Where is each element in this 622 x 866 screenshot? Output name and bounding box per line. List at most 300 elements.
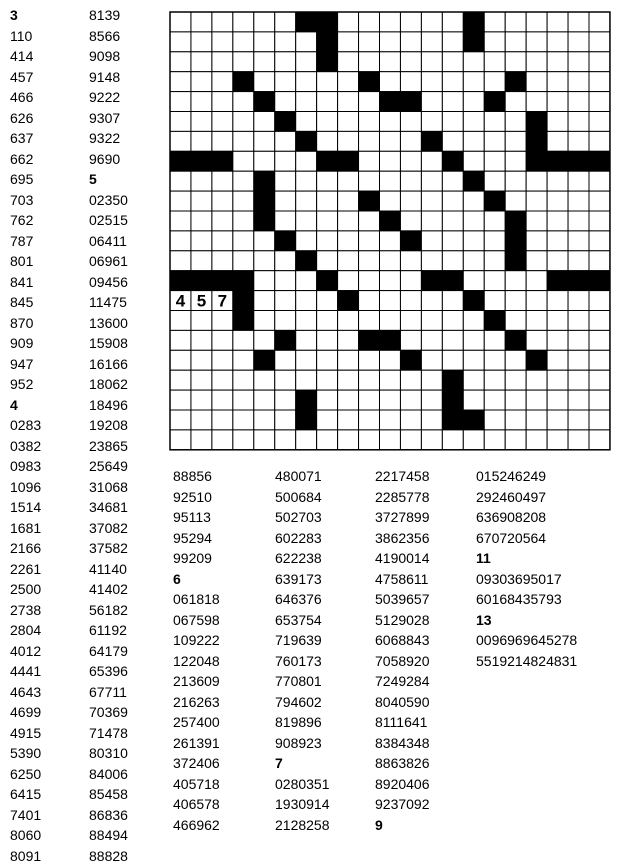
grid-cell[interactable] — [547, 12, 568, 32]
grid-cell[interactable] — [463, 211, 484, 231]
number-entry[interactable]: 819896 — [275, 712, 330, 733]
grid-cell[interactable] — [547, 430, 568, 450]
grid-cell[interactable] — [400, 430, 421, 450]
grid-cell[interactable] — [400, 291, 421, 311]
grid-cell[interactable] — [421, 191, 442, 211]
grid-cell[interactable] — [275, 410, 296, 430]
grid-cell[interactable] — [275, 430, 296, 450]
number-entry[interactable]: 794602 — [275, 692, 330, 713]
grid-cell[interactable] — [254, 12, 275, 32]
number-entry[interactable]: 95294 — [173, 528, 220, 549]
grid-cell[interactable] — [275, 311, 296, 331]
grid-cell[interactable] — [442, 251, 463, 271]
number-entry[interactable]: 2804 — [10, 620, 41, 641]
number-entry[interactable]: 602283 — [275, 528, 330, 549]
number-entry[interactable]: 65396 — [89, 661, 128, 682]
number-entry[interactable]: 2261 — [10, 559, 41, 580]
grid-cell[interactable] — [484, 151, 505, 171]
grid-cell[interactable] — [505, 271, 526, 291]
number-entry[interactable]: 60168435793 — [476, 589, 577, 610]
grid-cell[interactable] — [526, 211, 547, 231]
number-entry[interactable]: 122048 — [173, 651, 220, 672]
grid-cell[interactable] — [170, 191, 191, 211]
grid-cell[interactable] — [400, 131, 421, 151]
grid-cell[interactable] — [547, 291, 568, 311]
grid-cell[interactable] — [484, 291, 505, 311]
grid-cell[interactable] — [338, 231, 359, 251]
number-entry[interactable]: 406578 — [173, 794, 220, 815]
number-entry[interactable]: 88828 — [89, 846, 128, 866]
grid-cell[interactable] — [191, 231, 212, 251]
grid-cell[interactable] — [589, 12, 610, 32]
number-entry[interactable]: 0280351 — [275, 774, 330, 795]
grid-cell[interactable] — [421, 92, 442, 112]
grid-cell[interactable] — [547, 72, 568, 92]
number-entry[interactable]: 86836 — [89, 805, 128, 826]
grid-cell[interactable] — [233, 171, 254, 191]
number-entry[interactable]: 2128258 — [275, 815, 330, 836]
grid-cell[interactable] — [568, 72, 589, 92]
grid-cell[interactable] — [421, 52, 442, 72]
grid-cell[interactable] — [338, 251, 359, 271]
grid-cell[interactable] — [275, 32, 296, 52]
number-entry[interactable]: 695 — [10, 169, 41, 190]
number-entry[interactable]: 9322 — [89, 128, 128, 149]
grid-cell[interactable] — [526, 390, 547, 410]
grid-cell[interactable] — [233, 211, 254, 231]
grid-cell[interactable] — [589, 92, 610, 112]
number-entry[interactable]: 1930914 — [275, 794, 330, 815]
number-entry[interactable]: 4699 — [10, 702, 41, 723]
grid-cell[interactable] — [191, 131, 212, 151]
number-entry[interactable]: 257400 — [173, 712, 220, 733]
grid-cell[interactable] — [233, 251, 254, 271]
grid-cell[interactable] — [484, 430, 505, 450]
number-entry[interactable]: 372406 — [173, 753, 220, 774]
grid-cell[interactable] — [317, 350, 338, 370]
grid-cell[interactable] — [568, 92, 589, 112]
number-entry[interactable]: 9237092 — [375, 794, 430, 815]
number-entry[interactable]: 64179 — [89, 641, 128, 662]
grid-cell[interactable] — [212, 12, 233, 32]
grid-cell[interactable] — [442, 291, 463, 311]
grid-cell[interactable] — [484, 271, 505, 291]
grid-cell[interactable] — [296, 291, 317, 311]
number-entry[interactable]: 719639 — [275, 630, 330, 651]
grid-cell[interactable] — [442, 72, 463, 92]
grid-cell[interactable] — [380, 52, 401, 72]
number-entry[interactable]: 2285778 — [375, 487, 430, 508]
number-entry[interactable]: 414 — [10, 46, 41, 67]
grid-cell[interactable] — [421, 370, 442, 390]
grid-cell[interactable] — [212, 330, 233, 350]
grid-cell[interactable] — [505, 92, 526, 112]
grid-cell[interactable] — [589, 430, 610, 450]
grid-cell[interactable] — [338, 191, 359, 211]
grid-cell[interactable] — [589, 370, 610, 390]
number-entry[interactable]: 653754 — [275, 610, 330, 631]
number-entry[interactable]: 9307 — [89, 108, 128, 129]
grid-cell[interactable] — [191, 12, 212, 32]
grid-cell[interactable] — [338, 410, 359, 430]
grid-cell[interactable] — [212, 311, 233, 331]
grid-cell[interactable] — [484, 251, 505, 271]
grid-cell[interactable] — [275, 271, 296, 291]
number-entry[interactable]: 61192 — [89, 620, 128, 641]
number-entry[interactable]: 703 — [10, 190, 41, 211]
grid-cell[interactable] — [505, 191, 526, 211]
grid-cell[interactable] — [338, 311, 359, 331]
grid-cell[interactable] — [442, 52, 463, 72]
grid-cell[interactable] — [338, 350, 359, 370]
grid-cell[interactable] — [526, 311, 547, 331]
grid-cell[interactable] — [421, 251, 442, 271]
grid-cell[interactable] — [380, 311, 401, 331]
grid-cell[interactable] — [359, 92, 380, 112]
number-entry[interactable]: 622238 — [275, 548, 330, 569]
grid-cell[interactable] — [296, 32, 317, 52]
grid-cell[interactable] — [254, 291, 275, 311]
grid-cell[interactable] — [380, 112, 401, 132]
grid-cell[interactable] — [442, 231, 463, 251]
number-entry[interactable]: 8060 — [10, 825, 41, 846]
grid-cell[interactable] — [526, 92, 547, 112]
grid-cell[interactable] — [317, 171, 338, 191]
number-entry[interactable]: 4915 — [10, 723, 41, 744]
grid-cell[interactable] — [212, 52, 233, 72]
number-entry[interactable]: 662 — [10, 149, 41, 170]
grid-cell[interactable] — [442, 311, 463, 331]
grid-cell[interactable] — [421, 12, 442, 32]
grid-cell[interactable] — [191, 52, 212, 72]
number-entry[interactable]: 13600 — [89, 313, 128, 334]
grid-cell[interactable] — [400, 12, 421, 32]
grid-cell[interactable] — [233, 151, 254, 171]
grid-cell[interactable] — [170, 311, 191, 331]
grid-cell[interactable] — [484, 52, 505, 72]
grid-cell[interactable] — [547, 131, 568, 151]
grid-cell[interactable] — [421, 350, 442, 370]
grid-cell[interactable] — [463, 430, 484, 450]
grid-cell[interactable] — [589, 211, 610, 231]
grid-cell[interactable] — [254, 251, 275, 271]
grid-cell[interactable] — [568, 191, 589, 211]
grid-cell[interactable] — [547, 330, 568, 350]
grid-cell[interactable] — [442, 112, 463, 132]
grid-cell[interactable] — [589, 72, 610, 92]
number-entry[interactable]: 34681 — [89, 497, 128, 518]
number-entry[interactable]: 85458 — [89, 784, 128, 805]
number-entry[interactable]: 3862356 — [375, 528, 430, 549]
grid-cell[interactable] — [505, 370, 526, 390]
grid-cell[interactable] — [275, 191, 296, 211]
number-entry[interactable]: 636908208 — [476, 507, 577, 528]
number-entry[interactable]: 5390 — [10, 743, 41, 764]
grid-cell[interactable] — [296, 330, 317, 350]
grid-cell[interactable] — [463, 350, 484, 370]
number-entry[interactable]: 908923 — [275, 733, 330, 754]
grid-cell[interactable] — [254, 112, 275, 132]
grid-cell[interactable] — [359, 430, 380, 450]
grid-cell[interactable] — [275, 171, 296, 191]
number-entry[interactable]: 06411 — [89, 231, 128, 252]
number-entry[interactable]: 41402 — [89, 579, 128, 600]
number-entry[interactable]: 8139 — [89, 5, 128, 26]
grid-cell[interactable] — [254, 271, 275, 291]
grid-cell[interactable] — [547, 211, 568, 231]
grid-cell[interactable] — [338, 112, 359, 132]
grid-cell[interactable] — [421, 410, 442, 430]
number-entry[interactable]: 7401 — [10, 805, 41, 826]
number-entry[interactable]: 23865 — [89, 436, 128, 457]
grid-cell[interactable] — [547, 112, 568, 132]
number-entry[interactable]: 31068 — [89, 477, 128, 498]
number-entry[interactable]: 405718 — [173, 774, 220, 795]
grid-cell[interactable] — [317, 330, 338, 350]
grid-cell[interactable] — [233, 350, 254, 370]
number-entry[interactable]: 0983 — [10, 456, 41, 477]
grid-cell[interactable] — [296, 112, 317, 132]
grid-cell[interactable] — [421, 211, 442, 231]
grid-cell[interactable] — [589, 291, 610, 311]
grid-cell[interactable] — [359, 390, 380, 410]
grid-cell[interactable] — [170, 251, 191, 271]
grid-cell[interactable] — [191, 211, 212, 231]
puzzle-grid[interactable] — [169, 11, 613, 453]
grid-cell[interactable] — [400, 191, 421, 211]
number-entry[interactable]: 67711 — [89, 682, 128, 703]
grid-cell[interactable] — [170, 231, 191, 251]
grid-cell[interactable] — [296, 171, 317, 191]
grid-cell[interactable] — [317, 112, 338, 132]
grid-cell[interactable] — [338, 92, 359, 112]
number-entry[interactable]: 95113 — [173, 507, 220, 528]
number-entry[interactable]: 466962 — [173, 815, 220, 836]
grid-cell[interactable] — [547, 311, 568, 331]
grid-cell[interactable] — [568, 211, 589, 231]
grid-cell[interactable] — [380, 151, 401, 171]
grid-cell[interactable] — [505, 131, 526, 151]
grid-cell[interactable] — [380, 430, 401, 450]
grid-cell[interactable] — [338, 12, 359, 32]
number-entry[interactable]: 457 — [10, 67, 41, 88]
grid-cell[interactable] — [568, 12, 589, 32]
grid-cell[interactable] — [442, 12, 463, 32]
grid-cell[interactable] — [359, 271, 380, 291]
number-entry[interactable]: 261391 — [173, 733, 220, 754]
grid-cell[interactable] — [380, 12, 401, 32]
number-entry[interactable]: 9222 — [89, 87, 128, 108]
grid-cell[interactable] — [526, 171, 547, 191]
grid-cell[interactable] — [463, 390, 484, 410]
grid-cell[interactable] — [568, 231, 589, 251]
grid-cell[interactable] — [338, 390, 359, 410]
grid-cell[interactable] — [296, 370, 317, 390]
grid-cell[interactable] — [442, 191, 463, 211]
grid-cell[interactable] — [296, 271, 317, 291]
grid-cell[interactable] — [296, 52, 317, 72]
number-entry[interactable]: 02350 — [89, 190, 128, 211]
number-entry[interactable]: 09303695017 — [476, 569, 577, 590]
grid-cell[interactable] — [463, 92, 484, 112]
grid-cell[interactable] — [463, 72, 484, 92]
grid-cell[interactable] — [400, 52, 421, 72]
grid-cell[interactable] — [254, 231, 275, 251]
grid-cell[interactable] — [170, 72, 191, 92]
grid-cell[interactable] — [233, 32, 254, 52]
number-entry[interactable]: 5129028 — [375, 610, 430, 631]
grid-cell[interactable] — [400, 330, 421, 350]
number-entry[interactable]: 067598 — [173, 610, 220, 631]
grid-cell[interactable] — [317, 430, 338, 450]
number-entry[interactable]: 6068843 — [375, 630, 430, 651]
number-entry[interactable]: 8040590 — [375, 692, 430, 713]
grid-cell[interactable] — [212, 92, 233, 112]
grid-cell[interactable] — [191, 72, 212, 92]
grid-cell[interactable] — [421, 72, 442, 92]
number-entry[interactable]: 4441 — [10, 661, 41, 682]
grid-cell[interactable] — [463, 370, 484, 390]
grid-cell[interactable] — [589, 32, 610, 52]
grid-cell[interactable] — [505, 430, 526, 450]
number-entry[interactable]: 0096969645278 — [476, 630, 577, 651]
grid-cell[interactable] — [296, 211, 317, 231]
number-entry[interactable]: 762 — [10, 210, 41, 231]
grid-cell[interactable] — [463, 131, 484, 151]
grid-cell[interactable] — [547, 171, 568, 191]
grid-cell[interactable] — [380, 32, 401, 52]
grid-cell[interactable] — [338, 271, 359, 291]
grid-cell[interactable] — [317, 211, 338, 231]
grid-cell[interactable] — [212, 112, 233, 132]
grid-cell[interactable] — [170, 211, 191, 231]
grid-cell[interactable] — [421, 32, 442, 52]
grid-cell[interactable] — [484, 410, 505, 430]
number-entry[interactable]: 80310 — [89, 743, 128, 764]
grid-cell[interactable] — [568, 311, 589, 331]
grid-cell[interactable] — [212, 430, 233, 450]
number-entry[interactable]: 909 — [10, 333, 41, 354]
grid-cell[interactable] — [526, 330, 547, 350]
grid-cell[interactable] — [254, 311, 275, 331]
grid-cell[interactable] — [359, 370, 380, 390]
grid-cell[interactable] — [421, 231, 442, 251]
grid-cell[interactable] — [212, 410, 233, 430]
grid-cell[interactable] — [442, 171, 463, 191]
number-entry[interactable]: 8920406 — [375, 774, 430, 795]
grid-cell[interactable] — [317, 370, 338, 390]
grid-cell[interactable] — [463, 311, 484, 331]
grid-cell[interactable] — [463, 112, 484, 132]
grid-cell[interactable] — [589, 131, 610, 151]
grid-cell[interactable] — [233, 231, 254, 251]
number-entry[interactable]: 0283 — [10, 415, 41, 436]
grid-cell[interactable] — [484, 72, 505, 92]
grid-cell[interactable] — [338, 32, 359, 52]
number-entry[interactable]: 02515 — [89, 210, 128, 231]
grid-cell[interactable] — [421, 171, 442, 191]
number-entry[interactable]: 92510 — [173, 487, 220, 508]
grid-cell[interactable] — [484, 350, 505, 370]
grid-cell[interactable] — [463, 52, 484, 72]
grid-cell[interactable] — [421, 330, 442, 350]
number-entry[interactable]: 09456 — [89, 272, 128, 293]
grid-cell[interactable] — [233, 330, 254, 350]
number-entry[interactable]: 11475 — [89, 292, 128, 313]
number-entry[interactable]: 480071 — [275, 466, 330, 487]
grid-cell[interactable] — [547, 410, 568, 430]
grid-cell[interactable] — [400, 151, 421, 171]
grid-cell[interactable] — [317, 131, 338, 151]
grid-cell[interactable] — [484, 32, 505, 52]
number-entry[interactable]: 770801 — [275, 671, 330, 692]
number-entry[interactable]: 216263 — [173, 692, 220, 713]
grid-cell[interactable] — [547, 92, 568, 112]
grid-cell[interactable] — [442, 211, 463, 231]
grid-cell[interactable] — [484, 211, 505, 231]
grid-cell[interactable] — [400, 72, 421, 92]
grid-cell[interactable] — [589, 171, 610, 191]
grid-cell[interactable] — [484, 12, 505, 32]
grid-cell[interactable] — [380, 171, 401, 191]
grid-cell[interactable] — [317, 231, 338, 251]
grid-cell[interactable] — [317, 191, 338, 211]
number-entry[interactable]: 8091 — [10, 846, 41, 866]
grid-cell[interactable] — [233, 430, 254, 450]
grid-cell[interactable] — [568, 291, 589, 311]
number-entry[interactable]: 84006 — [89, 764, 128, 785]
number-entry[interactable]: 4190014 — [375, 548, 430, 569]
grid-cell[interactable] — [568, 131, 589, 151]
grid-cell[interactable] — [275, 92, 296, 112]
grid-cell[interactable] — [296, 191, 317, 211]
grid-cell[interactable] — [380, 291, 401, 311]
grid-cell[interactable] — [191, 92, 212, 112]
grid-cell[interactable] — [170, 92, 191, 112]
grid-cell[interactable] — [380, 191, 401, 211]
grid-cell[interactable] — [442, 430, 463, 450]
grid-cell[interactable] — [589, 251, 610, 271]
grid-cell[interactable] — [505, 390, 526, 410]
grid-cell[interactable] — [233, 52, 254, 72]
number-entry[interactable]: 2738 — [10, 600, 41, 621]
grid-cell[interactable] — [505, 171, 526, 191]
grid-cell[interactable] — [463, 151, 484, 171]
number-entry[interactable]: 37582 — [89, 538, 128, 559]
grid-cell[interactable] — [359, 131, 380, 151]
grid-cell[interactable] — [400, 370, 421, 390]
grid-cell[interactable] — [191, 191, 212, 211]
number-entry[interactable]: 015246249 — [476, 466, 577, 487]
grid-cell[interactable] — [212, 131, 233, 151]
grid-cell[interactable] — [421, 430, 442, 450]
number-entry[interactable]: 502703 — [275, 507, 330, 528]
number-entry[interactable]: 56182 — [89, 600, 128, 621]
grid-cell[interactable] — [547, 370, 568, 390]
grid-cell[interactable] — [526, 410, 547, 430]
grid-cell[interactable] — [589, 191, 610, 211]
grid-cell[interactable] — [254, 390, 275, 410]
grid-cell[interactable] — [233, 92, 254, 112]
grid-cell[interactable] — [338, 370, 359, 390]
number-entry[interactable]: 19208 — [89, 415, 128, 436]
number-entry[interactable]: 626 — [10, 108, 41, 129]
grid-cell[interactable] — [212, 350, 233, 370]
grid-cell[interactable] — [359, 410, 380, 430]
grid-cell[interactable] — [170, 52, 191, 72]
grid-cell[interactable] — [380, 350, 401, 370]
grid-cell[interactable] — [568, 390, 589, 410]
